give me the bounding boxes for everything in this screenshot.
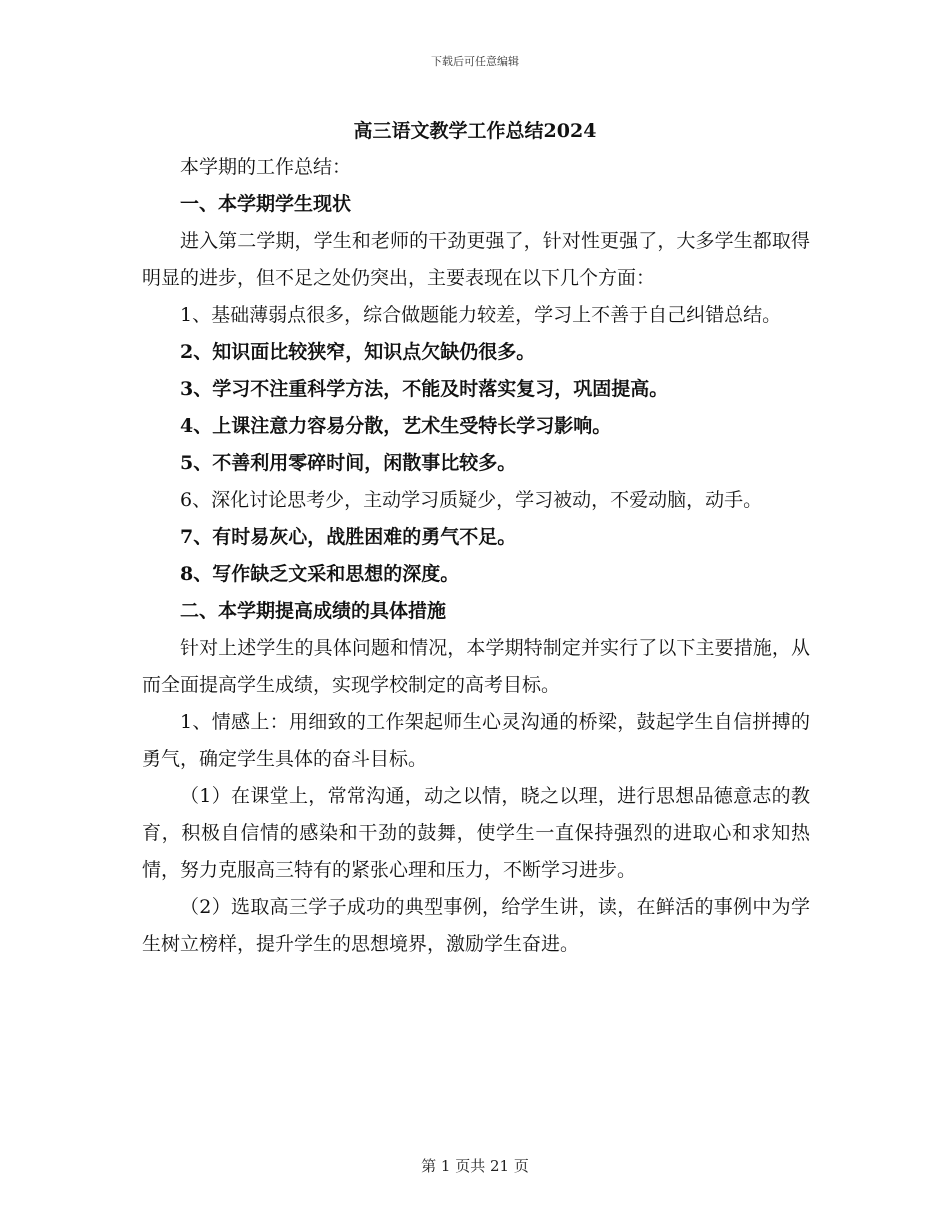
list-item: 5、不善利用零碎时间，闲散事比较多。	[180, 452, 517, 474]
paragraph: （1）在课堂上，常常沟通，动之以情，晓之以理，进行思想品德意志的教育，积极自信情的感染和干劲的鼓舞，使学生一直保持强烈的进取心和求知热情，努力克服高三特有的紧张心理和压力，不断学习进步。	[142, 785, 810, 881]
list-item: 4、上课注意力容易分散，艺术生受特长学习影响。	[180, 415, 612, 437]
list-item: 1、基础薄弱点很多，综合做题能力较差，学习上不善于自己纠错总结。	[180, 304, 782, 326]
paragraph: （2）选取高三学子成功的典型事例，给学生讲，读，在鲜活的事例中为学生树立榜样，提升学生的思想境界，激励学生奋进。	[142, 896, 810, 955]
paragraph: 进入第二学期，学生和老师的干劲更强了，针对性更强了，大多学生都取得明显的进步，但不足之处仍突出，主要表现在以下几个方面：	[142, 230, 810, 289]
header-note: 下载后可任意编辑	[431, 55, 519, 68]
section-heading: 二、本学期提高成绩的具体措施	[180, 600, 447, 622]
paragraph: 针对上述学生的具体问题和情况，本学期特制定并实行了以下主要措施，从而全面提高学生成绩，实现学校制定的高考目标。	[142, 637, 810, 696]
page-number: 第 1 页共 21 页	[421, 1157, 529, 1175]
list-item: 6、深化讨论思考少，主动学习质疑少，学习被动，不爱动脑，动手。	[180, 489, 763, 511]
document-body	[142, 149, 810, 963]
paragraph: 1、情感上：用细致的工作架起师生心灵沟通的桥梁，鼓起学生自信拼搏的勇气，确定学生具体的奋斗目标。	[142, 711, 810, 770]
paragraph: 本学期的工作总结：	[180, 156, 352, 178]
document-title: 高三语文教学工作总结2024	[353, 120, 597, 142]
list-item: 8、写作缺乏文采和思想的深度。	[180, 563, 460, 585]
section-heading: 一、本学期学生现状	[180, 193, 352, 215]
list-item: 7、有时易灰心，战胜困难的勇气不足。	[180, 526, 517, 548]
list-item: 2、知识面比较狭窄，知识点欠缺仍很多。	[180, 341, 536, 363]
list-item: 3、学习不注重科学方法，不能及时落实复习，巩固提高。	[180, 378, 669, 400]
